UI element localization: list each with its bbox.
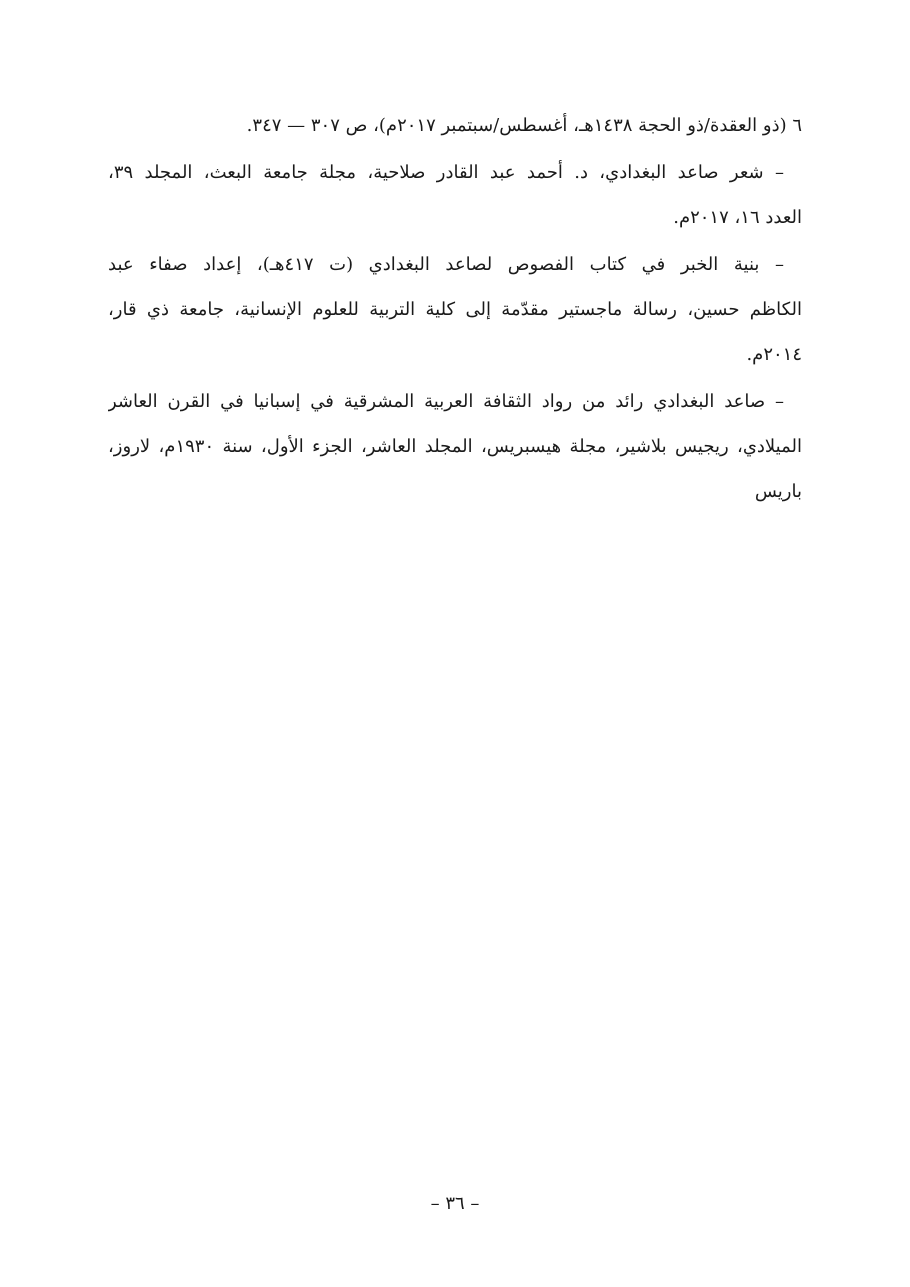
text-line: الميلادي، ريجيس بلاشير، مجلة هيسبريس، المجلد العاشر، الجزء الأول، سنة ١٩٣٠م، لاروز،	[108, 436, 802, 457]
page-number: – ٣٦ –	[430, 1193, 480, 1214]
reference-entry	[108, 242, 802, 377]
reference-continuation	[108, 103, 802, 148]
text-line: – شعر صاعد البغدادي، د. أحمد عبد القادر صلاحية، مجلة جامعة البعث، المجلد ٣٩،	[108, 162, 784, 183]
text-line: الكاظم حسين، رسالة ماجستير مقدّمة إلى كلية التربية للعلوم الإنسانية، جامعة ذي قار،	[108, 299, 802, 320]
text-line: – بنية الخبر في كتاب الفصوص لصاعد البغدادي (ت ٤١٧هـ)، إعداد صفاء عبد	[108, 254, 784, 275]
reference-entry	[108, 379, 802, 514]
text-line: باريس	[754, 481, 802, 502]
text-line: ٦ (ذو العقدة/ذو الحجة ١٤٣٨هـ، أغسطس/سبتمبر ٢٠١٧م)، ص ٣٠٧ — ٣٤٧.	[246, 115, 802, 136]
text-line: العدد ١٦، ٢٠١٧م.	[673, 207, 802, 228]
text-line: – صاعد البغدادي رائد من رواد الثقافة العربية المشرقية في إسبانيا في القرن العاشر	[108, 391, 784, 412]
text-line: ٢٠١٤م.	[746, 344, 802, 365]
page-body	[108, 103, 802, 514]
reference-entry	[108, 150, 802, 240]
